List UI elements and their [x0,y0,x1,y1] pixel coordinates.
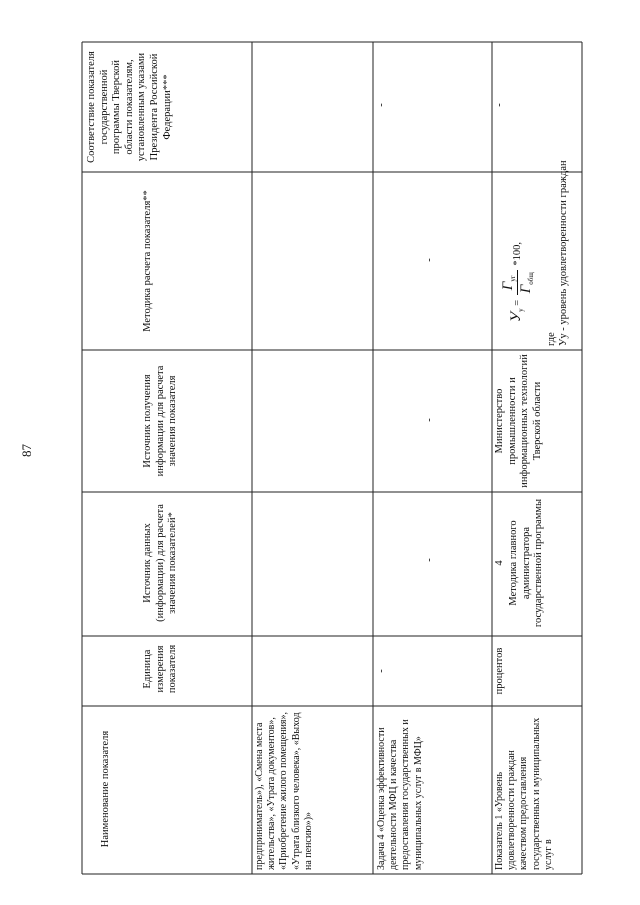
formula-denominator: Г [518,284,535,294]
header-compliance: Соответствие показателя государственной программы Тверской области показателям, установленным указами Президента Российской Федерации*** [86,51,173,163]
row3-name: Показатель 1 «Уровень удовлетворенности граждан качеством предоставления государственных и муниципальных услуг в [494,717,554,870]
row3-method-formula: $У_у$ = $Г_{уг}$ $Г_{общ}$ *100, [500,241,536,322]
row2-method: - [424,258,435,262]
page-number: 87 [19,444,34,457]
formula-numerator-sub: уг [509,275,518,282]
row3-info-source: Министерство промышленности и информационных технологий Тверской области [494,354,543,488]
row2-data-source: - [424,558,435,562]
row3-method-where: где [546,332,557,346]
formula-numerator: Г [500,281,516,291]
header-method: Методика расчета показателя** [142,190,153,332]
row2-name: Задача 4 «Оценка эффективности деятельности МФЦ и качества предоставления государственных и муниципальных услуг в МФЦ» [376,719,424,870]
row3-unit: процентов [494,647,505,695]
header-unit: Единица измерения показателя [142,644,179,694]
formula-factor: *100, [512,241,523,266]
formula-lhs-sub: у [517,308,526,312]
row3-method-explanation: Уу - уровень удовлетворенности граждан [558,160,569,346]
row3-compliance: - [494,103,505,107]
header-data-source: Источник данных (информации) для расчета значения показателей* [142,504,179,622]
row1-name: предприниматель»), «Смена места жительства», «Утрата документов», «Приобретение жилого помещения», «Утрата близкого человека», «Выход на пенсию»)» [254,711,314,870]
formula-fraction [500,270,535,295]
row3-data-source-number: 4 [494,560,505,566]
header-name: Наименование показателя [100,730,111,848]
formula-denominator-sub: общ [527,272,536,285]
formula-lhs: У [508,311,524,322]
row3-data-source: Методика главного администратора государственной программы [508,498,545,628]
row2-compliance: - [376,103,387,107]
row2-info-source: - [424,418,435,422]
row2-unit: - [376,669,387,673]
header-info-source: Источник получения информации для расчета значения показателя [142,365,179,477]
